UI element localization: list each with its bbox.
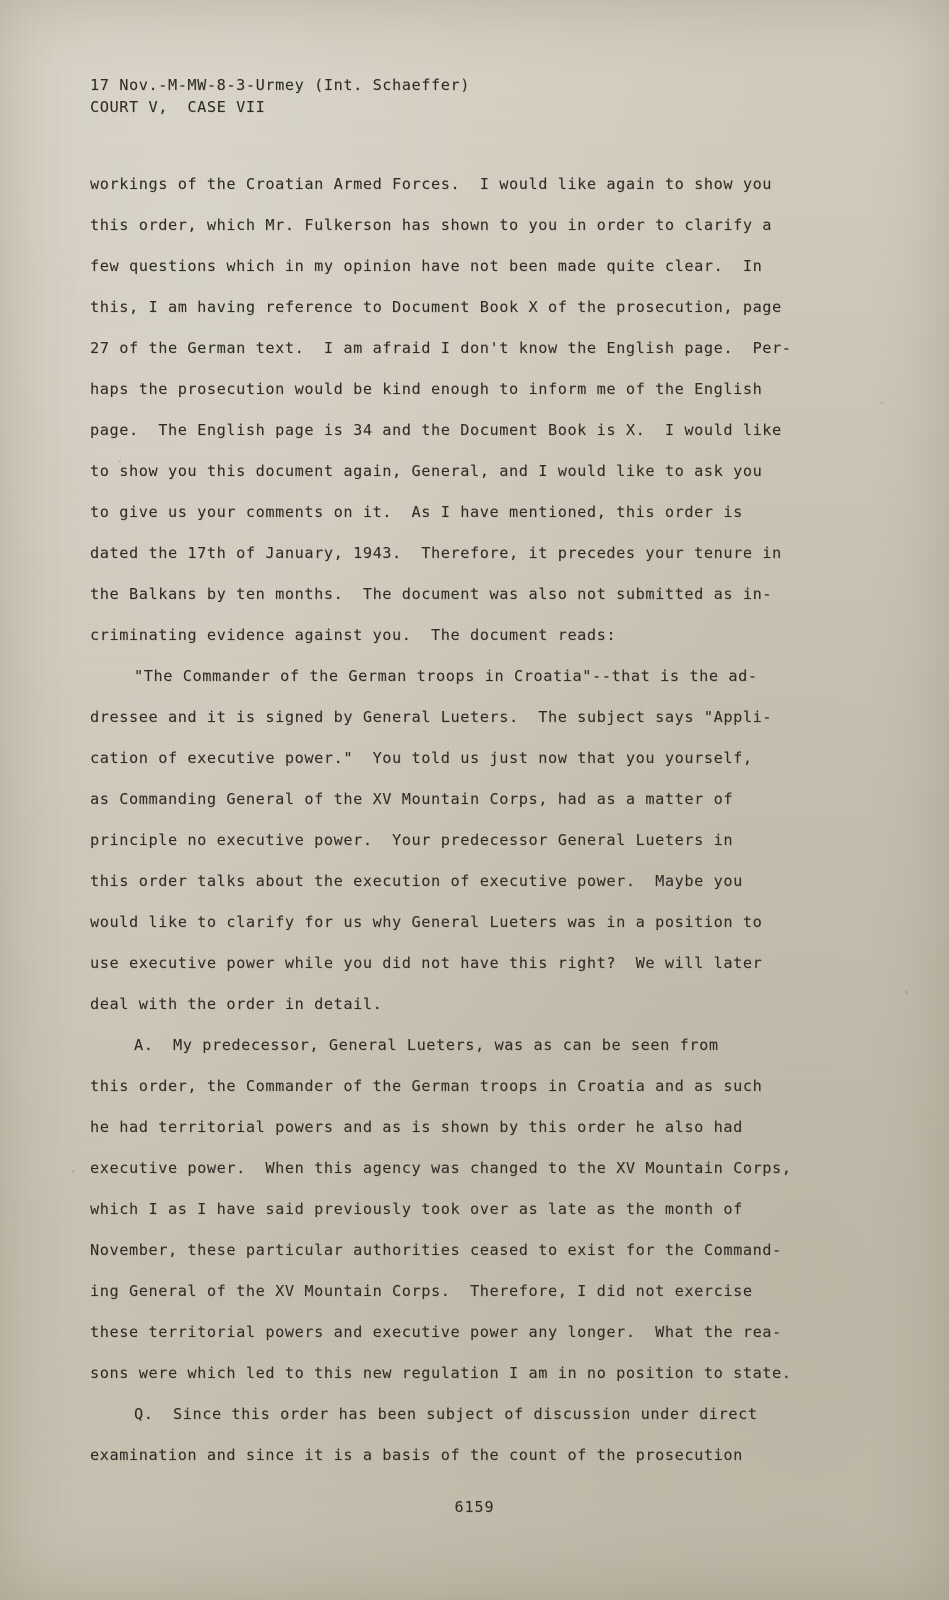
text-line: Q. Since this order has been subject of discussion under direct (134, 1405, 758, 1423)
text-line: few questions which in my opinion have not been made quite clear. In (90, 257, 763, 275)
text-line: "The Commander of the German troops in Croatia"--that is the ad- (134, 667, 758, 685)
text-line: executive power. When this agency was changed to the XV Mountain Corps, (90, 1159, 792, 1177)
paper-speck (487, 1543, 489, 1545)
paper-speck (72, 1170, 75, 1173)
paper-speck (880, 402, 884, 404)
paragraph-answer (90, 1025, 850, 1394)
text-line: principle no executive power. Your predecessor General Lueters in (90, 831, 734, 849)
header-line-session: 17 Nov.-M-MW-8-3-Urmey (Int. Schaeffer) (90, 76, 471, 94)
text-line: this order, the Commander of the German troops in Croatia and as such (90, 1077, 763, 1095)
paper-speck (905, 990, 908, 995)
text-line: criminating evidence against you. The document reads: (90, 626, 617, 644)
text-line: cation of executive power." You told us just now that you yourself, (90, 749, 753, 767)
text-line: dressee and it is signed by General Lueters. The subject says "Appli- (90, 708, 773, 726)
text-line: deal with the order in detail. (90, 995, 383, 1013)
text-line: to give us your comments on it. As I have mentioned, this order is (90, 503, 743, 521)
text-line: he had territorial powers and as is shown by this order he also had (90, 1118, 743, 1136)
text-line: examination and since it is a basis of the count of the prosecution (90, 1446, 743, 1464)
text-line: these territorial powers and executive power any longer. What the rea- (90, 1323, 782, 1341)
text-line: would like to clarify for us why General Lueters was in a position to (90, 913, 763, 931)
text-line: dated the 17th of January, 1943. Therefore, it precedes your tenure in (90, 544, 782, 562)
transcript-body (90, 164, 850, 1476)
page-number: 6159 (454, 1498, 495, 1516)
text-line: use executive power while you did not have this right? We will later (90, 954, 763, 972)
text-line: which I as I have said previously took over as late as the month of (90, 1200, 743, 1218)
text-line: to show you this document again, General, and I would like to ask you (90, 462, 763, 480)
paragraph-continuation (90, 164, 850, 656)
text-line: haps the prosecution would be kind enough to inform me of the English (90, 380, 763, 398)
text-line: this, I am having reference to Document Book X of the prosecution, page (90, 298, 782, 316)
paragraph-quoted-order (90, 656, 850, 1025)
text-line: this order talks about the execution of executive power. Maybe you (90, 872, 743, 890)
header-line-court-case: COURT V, CASE VII (90, 98, 266, 116)
text-line: A. My predecessor, General Lueters, was as can be seen from (134, 1036, 719, 1054)
text-line: page. The English page is 34 and the Document Book is X. I would like (90, 421, 782, 439)
transcript-header (90, 74, 850, 118)
text-line: workings of the Croatian Armed Forces. I would like again to show you (90, 175, 773, 193)
text-line: the Balkans by ten months. The document was also not submitted as in- (90, 585, 773, 603)
text-line: this order, which Mr. Fulkerson has shown to you in order to clarify a (90, 216, 773, 234)
text-line: November, these particular authorities ceased to exist for the Command- (90, 1241, 782, 1259)
text-line: sons were which led to this new regulation I am in no position to state. (90, 1364, 792, 1382)
text-line: 27 of the German text. I am afraid I don't know the English page. Per- (90, 339, 792, 357)
text-line: ing General of the XV Mountain Corps. Therefore, I did not exercise (90, 1282, 753, 1300)
typed-text-area (90, 74, 850, 1476)
paragraph-question (90, 1394, 850, 1476)
text-line: as Commanding General of the XV Mountain Corps, had as a matter of (90, 790, 734, 808)
